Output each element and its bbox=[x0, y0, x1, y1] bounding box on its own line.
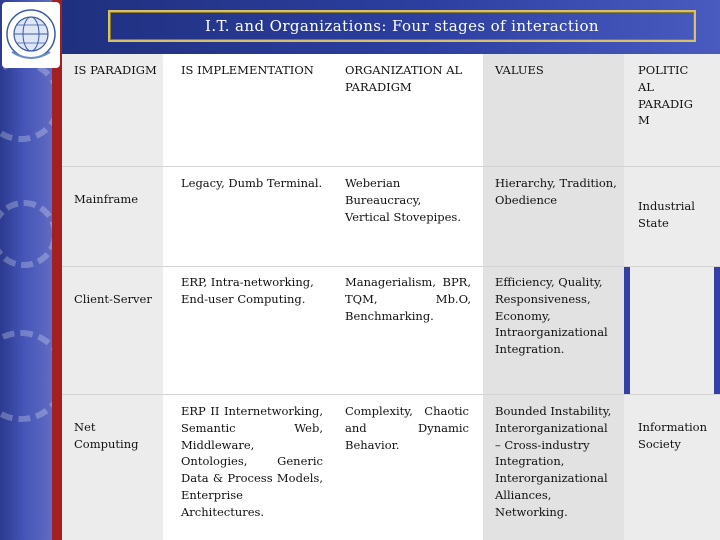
cell-values: Bounded Instability, Interorganizational – Cross-industry Integration, Interorganizational Alliances, Networking. bbox=[495, 404, 612, 519]
cell-is-paradigm: Client-Server bbox=[74, 291, 152, 306]
header-is-implementation: IS IMPLEMENTATION bbox=[181, 63, 314, 77]
cell-is-implementation: ERP II Internetworking, Semantic Web, Middleware, Ontologies, Generic Data & Process Models, Enterprise Architectures. bbox=[181, 404, 323, 519]
header-political-paradigm: POLITIC AL PARADIG M bbox=[638, 63, 693, 128]
cell-organizational-paradigm: Managerialism, BPR, TQM, Mb.O, Benchmarking. bbox=[345, 275, 471, 323]
cell-organizational-paradigm: Complexity, Chaotic and Dynamic Behavior. bbox=[345, 404, 469, 452]
globe-emblem-icon bbox=[2, 2, 60, 68]
row-divider bbox=[62, 394, 720, 395]
left-decorative-strip bbox=[0, 0, 62, 540]
cell-values: Hierarchy, Tradition, Obedience bbox=[495, 176, 617, 207]
red-accent-band bbox=[52, 0, 62, 540]
cell-is-paradigm: Mainframe bbox=[74, 191, 139, 206]
cell-political-paradigm bbox=[630, 270, 714, 390]
gear-decoration-icon bbox=[0, 200, 58, 268]
header-values: VALUES bbox=[495, 63, 544, 77]
cell-political-paradigm: Industrial State bbox=[638, 199, 695, 230]
cell-is-paradigm: Net Computing bbox=[74, 420, 139, 451]
header-is-paradigm: IS PARADIGM bbox=[74, 63, 157, 77]
cell-organizational-paradigm: Weberian Bureaucracy, Vertical Stovepipes. bbox=[345, 176, 461, 224]
blue-accent-bar bbox=[714, 267, 720, 394]
page-title: I.T. and Organizations: Four stages of interaction bbox=[108, 10, 696, 42]
cell-is-implementation: ERP, Intra-networking, End-user Computing. bbox=[181, 275, 314, 306]
cell-political-paradigm: Information Society bbox=[638, 420, 708, 451]
cell-values: Efficiency, Quality, Responsiveness, Economy, Intraorganizational Integration. bbox=[495, 275, 608, 357]
header-organizational-paradigm: ORGANIZATION AL PARADIGM bbox=[345, 63, 463, 94]
cell-is-implementation: Legacy, Dumb Terminal. bbox=[181, 176, 323, 190]
interaction-stages-table bbox=[62, 54, 720, 540]
